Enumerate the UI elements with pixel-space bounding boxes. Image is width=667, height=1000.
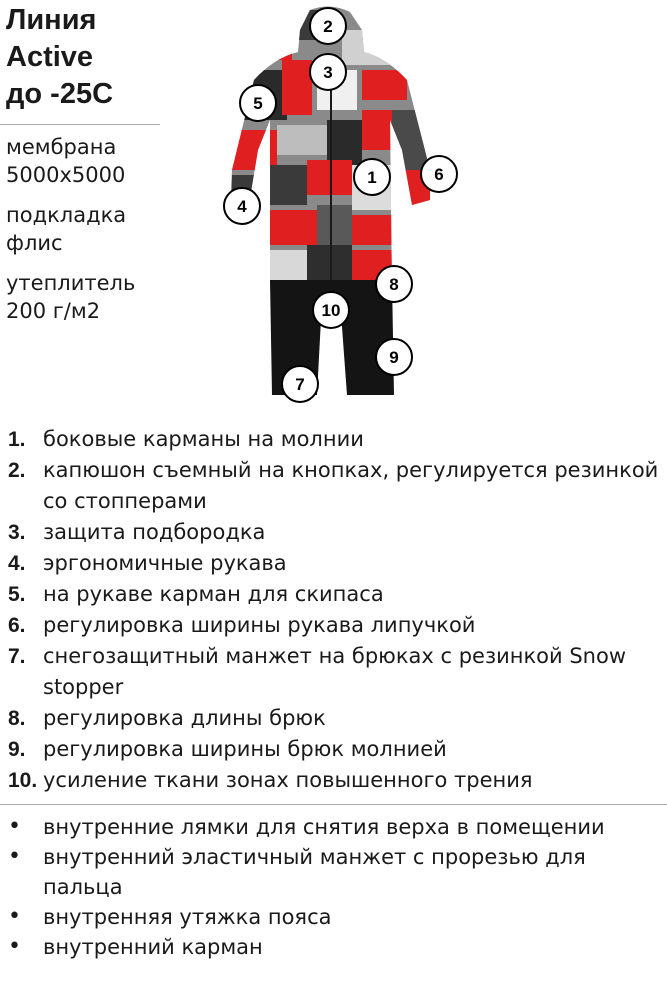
svg-text:3: 3 (323, 63, 333, 82)
snowsuit-image (222, 0, 444, 410)
callout-5 (240, 85, 276, 121)
callout-4 (224, 188, 260, 224)
svg-text:9: 9 (389, 348, 399, 367)
feature-list (8, 424, 663, 796)
callout-8 (376, 266, 412, 302)
svg-text:5: 5 (253, 94, 263, 113)
list-item: • внутренняя утяжка пояса (8, 904, 332, 929)
svg-text:2: 2 (323, 17, 333, 36)
callout-7 (282, 366, 318, 402)
list-item: 2. капюшон съемный на кнопках, регулируется резинкой со стопперами (8, 458, 659, 513)
list-item: 7. снегозащитный манжет на брюках с резинкой Snow stopper (8, 644, 627, 699)
svg-text:8: 8 (389, 275, 399, 294)
svg-text:7: 7 (295, 375, 305, 394)
title-line: до -25С (6, 78, 114, 110)
title-line: Линия (6, 4, 97, 36)
spec-value: флис (6, 231, 63, 255)
spec-membrane (6, 133, 176, 189)
list-item: 4. эргономичные рукава (8, 551, 287, 575)
spec-insulation (6, 269, 176, 325)
list-item: • внутренние лямки для снятия верха в помещении (8, 814, 605, 839)
product-line-title (6, 2, 166, 113)
list-item: 8. регулировка длины брюк (8, 706, 326, 730)
spec-label: мембрана (6, 135, 117, 159)
callout-2 (310, 8, 346, 44)
list-item: 1. боковые карманы на молнии (8, 427, 364, 451)
extras-list (8, 812, 663, 962)
list-item: 3. защита подбородка (8, 520, 266, 544)
list-item: • внутренний эластичный манжет с прорезью для пальца (8, 844, 586, 899)
list-item: 10. усиление ткани зонах повышенного трения (8, 768, 533, 792)
list-item: 5. на рукаве карман для скипаса (8, 582, 384, 606)
callout-1 (354, 159, 390, 195)
list-divider (0, 804, 667, 805)
spec-value: 5000х5000 (6, 163, 126, 187)
list-item: 9. регулировка ширины брюк молнией (8, 737, 447, 761)
spec-label: утеплитель (6, 271, 136, 295)
svg-text:1: 1 (367, 168, 377, 187)
callout-3 (310, 54, 346, 90)
callout-10 (313, 292, 349, 328)
title-line: Active (6, 41, 94, 73)
spec-list (6, 133, 176, 337)
list-item: 6. регулировка ширины рукава липучкой (8, 613, 476, 637)
callout-9 (376, 339, 412, 375)
spec-label: подкладка (6, 203, 127, 227)
svg-text:6: 6 (434, 165, 444, 184)
header-divider (0, 124, 160, 125)
spec-value: 200 г/м2 (6, 299, 101, 323)
svg-text:10: 10 (321, 301, 341, 320)
spec-lining (6, 201, 176, 257)
svg-text:4: 4 (237, 197, 247, 216)
callout-6 (421, 156, 457, 192)
list-item: • внутренний карман (8, 934, 263, 959)
